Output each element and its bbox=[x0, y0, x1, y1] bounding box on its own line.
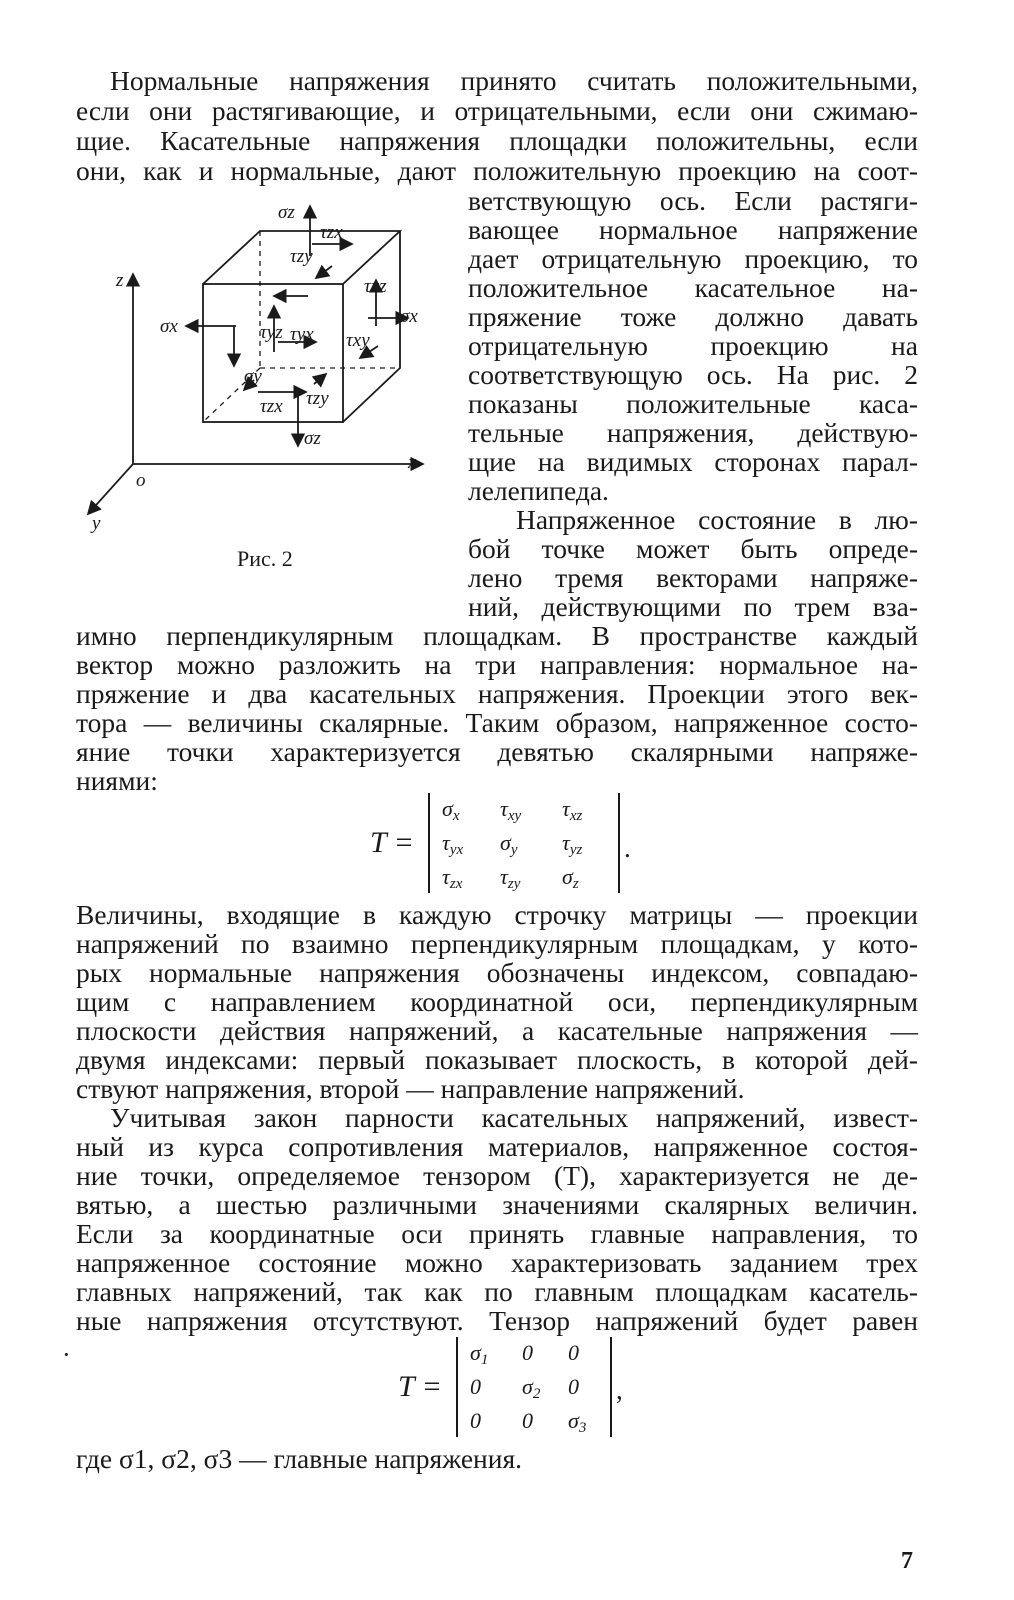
matrix-cell: $\sigma_3$ bbox=[568, 1408, 587, 1436]
origin-label: o bbox=[136, 470, 146, 491]
text-line: главных напряжений, так как по главным площадкам касатель- bbox=[76, 1276, 918, 1307]
matrix-left-bar bbox=[428, 793, 430, 893]
matrix-lhs: T = bbox=[398, 1370, 442, 1403]
text-line: напряженное состояние можно характеризовать заданием трех bbox=[76, 1247, 918, 1278]
text-line: лелепипеда. bbox=[468, 475, 609, 506]
text-line: лено тремя векторами напряже- bbox=[468, 562, 918, 593]
tau-zx-bottom-label: τzx bbox=[260, 396, 283, 417]
text-line: дает отрицательную проекцию, то bbox=[468, 243, 918, 274]
text-line: яние точки характеризуется девятью скалярными напряже- bbox=[76, 736, 918, 767]
text-line: вающее нормальное напряжение bbox=[468, 214, 918, 245]
text-line: ниями: bbox=[76, 765, 158, 796]
figure-caption: Рис. 2 bbox=[237, 546, 293, 571]
text-line: ветствующую ось. Если растяги- bbox=[468, 185, 918, 216]
text-line: Напряженное состояние в лю- bbox=[516, 504, 918, 535]
matrix-left-bar bbox=[456, 1337, 458, 1437]
page-number: 7 bbox=[901, 1548, 913, 1574]
matrix-cell: $\sigma_y$ bbox=[500, 830, 518, 858]
matrix-cell: $\tau_{zy}$ bbox=[500, 864, 521, 892]
matrix-cell: $\sigma_z$ bbox=[562, 864, 579, 892]
matrix-lhs: T = bbox=[370, 826, 414, 859]
text-line: плоскости действия напряжений, а касательные напряжения — bbox=[76, 1015, 918, 1046]
text-line: соответствующую ось. На рис. 2 bbox=[468, 359, 918, 390]
sigma-z-top-label: σz bbox=[278, 202, 295, 223]
matrix-cell: $\tau_{zx}$ bbox=[442, 864, 463, 892]
matrix-cell: 0 bbox=[568, 1340, 579, 1365]
text-line: ный из курса сопротивления материалов, напряженное состоя- bbox=[76, 1131, 918, 1162]
text-line: двумя индексами: первый показывает плоскость, в которой дей- bbox=[76, 1044, 918, 1075]
matrix-cell: $\tau_{xy}$ bbox=[500, 796, 522, 824]
tau-zy-top-label: τzy bbox=[290, 246, 313, 267]
matrix-cell: 0 bbox=[568, 1374, 579, 1399]
tau-xy-right-label: τxy bbox=[346, 330, 370, 351]
matrix-right-bar bbox=[610, 1337, 612, 1437]
sigma-z-bottom-label: σz bbox=[304, 428, 321, 449]
text-line: они, как и нормальные, дают положительную проекцию на соот- bbox=[76, 155, 918, 186]
matrix-cell: $\sigma_2$ bbox=[522, 1374, 541, 1402]
axis-z-label: z bbox=[116, 270, 124, 291]
text-line: Если за координатные оси принять главные направления, то bbox=[76, 1218, 918, 1249]
stray-dot: · bbox=[62, 1340, 71, 1369]
tau-yz-label: τyz bbox=[260, 322, 283, 343]
principal-tensor-matrix bbox=[398, 1337, 638, 1439]
text-line: ные напряжения отсутствуют. Тензор напряжений будет равен bbox=[76, 1305, 918, 1336]
text-line: пряжение тоже должно давать bbox=[468, 301, 918, 332]
matrix-cell: 0 bbox=[522, 1340, 533, 1365]
text-line: тора — величины скалярные. Таким образом, напряженное состо- bbox=[76, 707, 918, 738]
text-line: щие. Касательные напряжения площадки положительны, если bbox=[76, 125, 918, 156]
axis-y-label: y bbox=[92, 513, 101, 534]
tau-zy-bottom-label: τzy bbox=[306, 388, 329, 409]
sigma-x-left-label: σx bbox=[160, 316, 178, 337]
stress-tensor-matrix bbox=[370, 793, 650, 895]
text-line: если они растягивающие, и отрицательными, если они сжимаю- bbox=[76, 95, 918, 126]
tau-yx-label: τyx bbox=[290, 324, 314, 345]
text-line: щим с направлением координатной оси, перпендикулярным bbox=[76, 986, 918, 1017]
text-line: рых нормальные напряжения обозначены индексом, совпадаю- bbox=[76, 957, 918, 988]
text-line: вектор можно разложить на три направления: нормальное на- bbox=[76, 649, 918, 680]
text-line: напряжений по взаимно перпендикулярным площадкам, у кото- bbox=[76, 928, 918, 959]
sigma-y-label: σy bbox=[244, 366, 262, 387]
text-line: Учитывая закон парности касательных напряжений, извест- bbox=[110, 1102, 918, 1133]
matrix-cell: $\tau_{xz}$ bbox=[562, 796, 583, 824]
text-line: вятью, а шестью различными значениями скалярных величин. bbox=[76, 1189, 918, 1220]
text-line: щие на видимых сторонах парал- bbox=[468, 446, 918, 477]
tau-zx-top-label: τzx bbox=[320, 222, 343, 243]
matrix-right-bar bbox=[618, 793, 620, 893]
text-line: бой точке может быть опреде- bbox=[468, 533, 918, 564]
text-line: ствуют напряжения, второй — направление напряжений. bbox=[76, 1073, 745, 1104]
stress-cube-figure bbox=[78, 196, 448, 546]
text-line: отрицательную проекцию на bbox=[468, 330, 918, 361]
matrix-cell: 0 bbox=[522, 1408, 533, 1433]
matrix-cell: $\tau_{yz}$ bbox=[562, 830, 583, 858]
matrix-cell: 0 bbox=[470, 1408, 481, 1433]
text-line: показаны положительные каса- bbox=[468, 388, 918, 419]
text-line: ние точки, определяемое тензором (T), характеризуется не де- bbox=[76, 1160, 918, 1191]
axis-x-label: x bbox=[408, 452, 417, 473]
text-line: пряжение и два касательных напряжения. Проекции этого век- bbox=[76, 678, 918, 709]
text-line: тельные напряжения, действую- bbox=[468, 417, 918, 448]
text-line: Величины, входящие в каждую строчку матрицы — проекции bbox=[76, 899, 918, 930]
matrix-punct: . bbox=[624, 833, 631, 863]
matrix-punct: , bbox=[616, 1375, 623, 1405]
matrix-cell: $\tau_{yx}$ bbox=[442, 830, 464, 858]
matrix-cell: 0 bbox=[470, 1374, 481, 1399]
matrix-cell: $\sigma_x$ bbox=[442, 796, 460, 824]
matrix-cell: $\sigma_1$ bbox=[470, 1340, 489, 1368]
text-line: имно перпендикулярным площадкам. В пространстве каждый bbox=[76, 620, 918, 651]
text-line: положительное касательное на- bbox=[468, 272, 918, 303]
text-line: где σ1, σ2, σ3 — главные напряжения. bbox=[76, 1443, 523, 1474]
sigma-x-right-label: σx bbox=[400, 306, 418, 327]
text-line: Нормальные напряжения принято считать положительными, bbox=[110, 65, 918, 96]
text-line: ний, действующими по трем вза- bbox=[468, 591, 918, 622]
tau-xz-right-label: τxz bbox=[364, 276, 387, 297]
